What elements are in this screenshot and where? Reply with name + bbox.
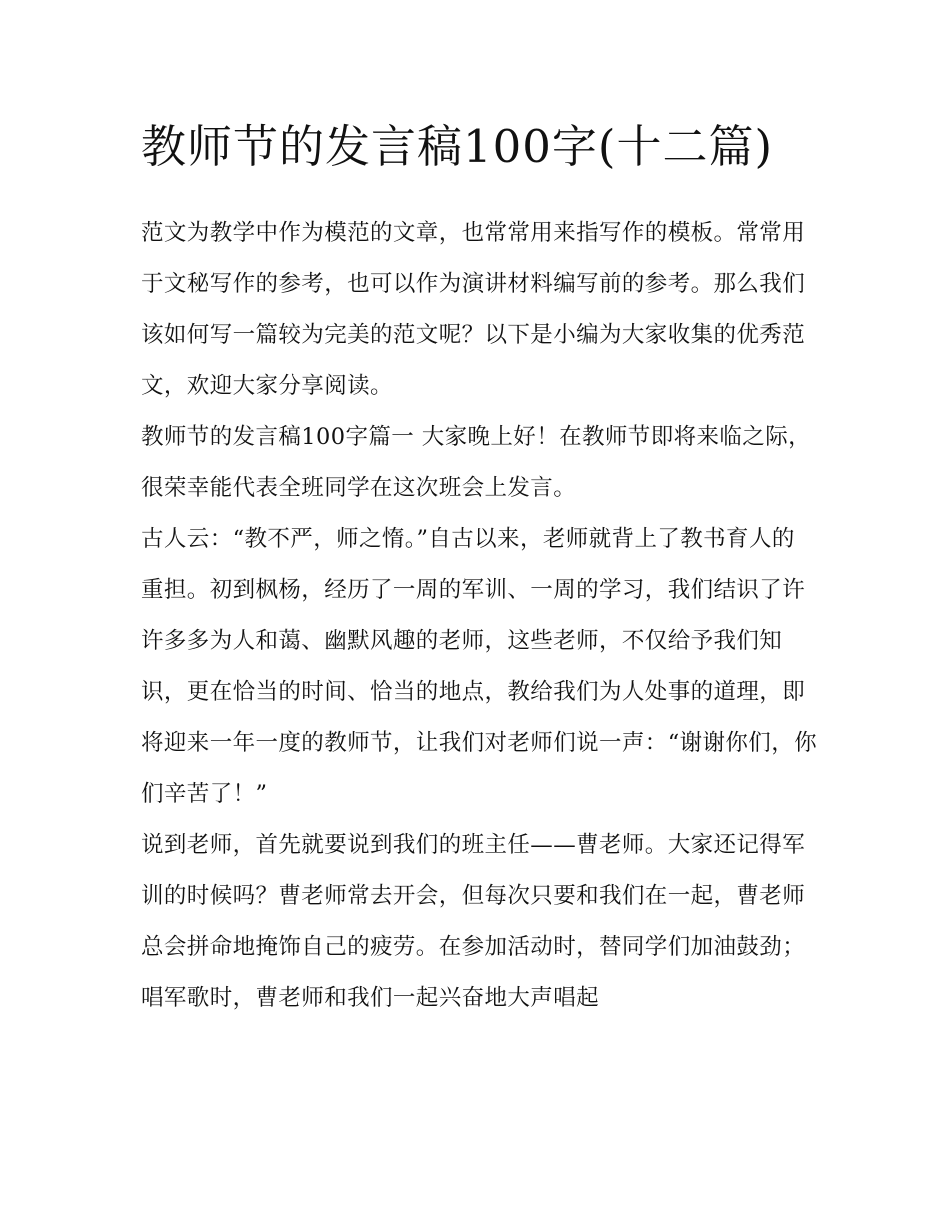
document-body <box>141 112 817 1024</box>
paragraph-quote: 古人云：“教不严，师之惰。”自古以来，老师就背上了教书育人的重担。初到枫杨，经历了一周的军训、一周的学习，我们结识了许许多多为人和蔼、幽默风趣的老师，这些老师，不仅给予我们知识，更在恰当的时间、恰当的地点，教给我们为人处事的道理，即将迎来一年一度的教师节，让我们对老师们说一声：“谢谢你们，你们辛苦了！” <box>141 526 818 807</box>
document-title: 教师节的发言稿100字(十二篇) <box>141 120 774 173</box>
paragraph-intro: 范文为教学中作为模范的文章，也常常用来指写作的模板。常常用于文秘写作的参考，也可以作为演讲材料编写前的参考。那么我们该如何写一篇较为完美的范文呢？以下是小编为大家收集的优秀范文，欢迎大家分享阅读。 <box>141 220 806 399</box>
paragraph-greeting: 教师节的发言稿100字篇一 大家晚上好！在教师节即将来临之际，很荣幸能代表全班同学在这次班会上发言。 <box>141 424 811 501</box>
paragraph-head-teacher: 说到老师，首先就要说到我们的班主任——曹老师。大家还记得军训的时候吗？曹老师常去开会，但每次只要和我们在一起，曹老师总会拼命地掩饰自己的疲劳。在参加活动时，替同学们加油鼓劲；唱军歌时，曹老师和我们一起兴奋地大声唱起 <box>141 832 806 1011</box>
